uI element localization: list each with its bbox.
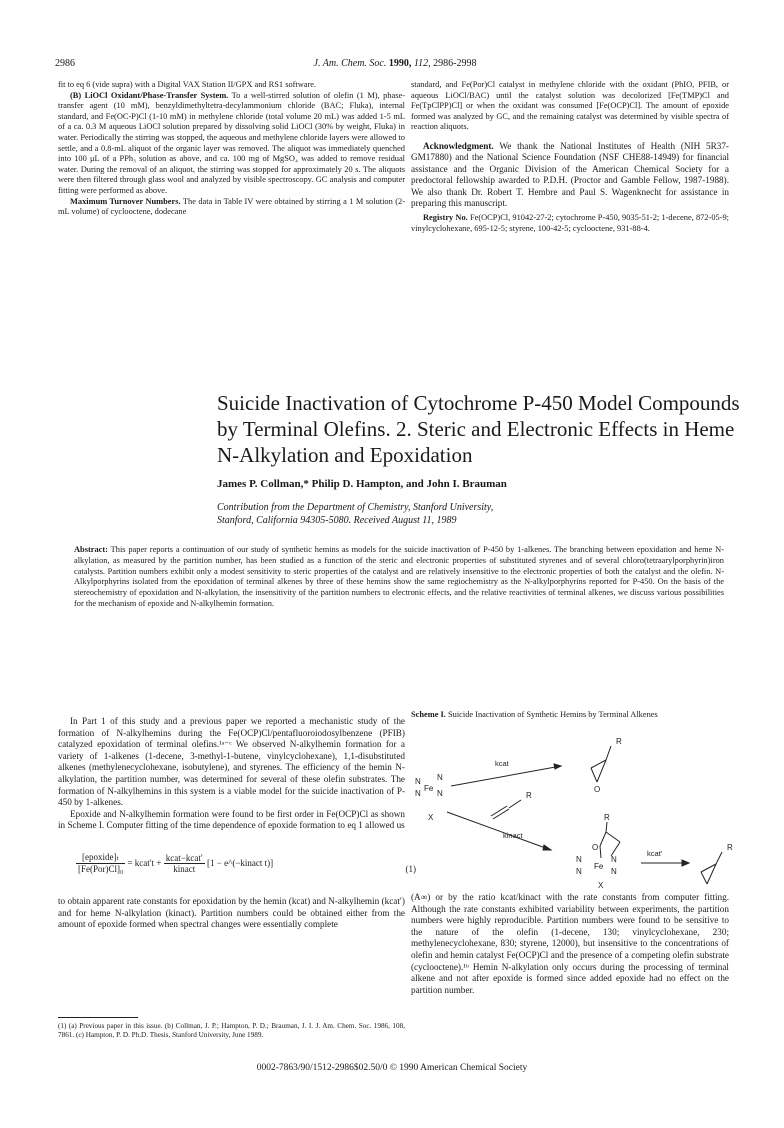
alkene-bond — [491, 806, 507, 816]
kinact-arrow — [447, 812, 551, 850]
footnote-rule — [58, 1017, 138, 1018]
iron-label: Fe — [424, 784, 434, 793]
equation-fraction: $\frac{\text{kcat−kcat′}}{\text{kinact}}$ — [165, 852, 203, 874]
prev-article-left-column — [58, 80, 405, 218]
paragraph: fit to eq 6 (vide supra) with a Digital VAX Station II/GPX and RS1 software. — [58, 80, 317, 89]
ring-bond — [600, 846, 601, 858]
arrow-head — [554, 764, 561, 769]
paragraph: (B) LiOCl Oxidant/Phase-Transfer System. To a well-stirred solution of olefin (1 M), phase-transfer agent (10 mM), benzyldimethyltetra-decylammonium chloride (BAC; Fluka), internal standard, and Fe(OC-P)Cl (1-10 mM) in methylene chloride (total volume 20 mL) was added 1-5 mL of a ca. 0.3 M aqueous LiOCl solution prepared by dissolving solid LiOCl (30% by weight, Fluka) in water. Periodically the stirring was stopped, the aqueous and methylene chloride layers were allowed to settle, and a 0.8-mL aliquot of the organic layer was removed. The aliquot was immediately quenched into 100 μL of a PPh₃ solution as above, and ca. 100 mg of MgSO₄ was added to remove residual water. During the removal of an aliquot, the stirring was stopped for approximately 20 s. The aliquots were then filtered through glass wool and analyzed by visible spectroscopy. GC analysis and computer fitting were performed as above. — [58, 90, 405, 195]
substituent-label: R — [526, 791, 532, 800]
equation-1: $\frac{\text{[epoxide]ₜ}}{\text{[Fe(Por)Cl]₀}}$ = kcat′t + $\frac{\text{kcat−kcat′}}{\text{kinact}}$ [1 − e^(−kinact t)] (1) — [78, 852, 416, 874]
r-bond — [716, 852, 722, 864]
registry-numbers: Registry No. Fe(OCP)Cl, 91042-27-2; cytochrome P-450, 9035-51-2; 1-decene, 872-05-9; vinylcyclohexane, 695-12-5; styrene, 100-42-5; cyclooctene, 931-88-4. — [411, 213, 729, 233]
kinact-label: kinact — [503, 831, 523, 840]
r-bond — [606, 822, 607, 832]
journal-citation: J. Am. Chem. Soc. 1990, 112, 2986-2998 — [313, 58, 477, 69]
nitrogen-label: N — [611, 867, 617, 876]
authors: James P. Collman,* Philip D. Hampton, and John I. Brauman — [217, 478, 507, 490]
kcat-arrow — [451, 766, 561, 786]
kcat-prime-label: kcat′ — [647, 849, 663, 858]
scheme-1-diagram — [411, 738, 741, 888]
abstract: Abstract: This paper reports a continuation of our study of synthetic hemins as models for the suicide inactivation of P-450 by 1-alkenes. The branching between epoxidation and heme N-alkylation, as measured by the partition number, has been studied as a function of the steric and electronic properties of substituted styrenes and of several chloro(tetraarylporphyrin)iron catalysts. Partition numbers exhibit only a modest sensitivity to steric properties of the catalyst and are relatively insensitive to the electronic properties of both the catalyst and the olefin. N-Alkylporphyrins isolated from the epoxidation of terminal alkenes by three of these hemins show the same regiochemistry as the N-alkylporphyrins reported for P-450. On the basis of the stereochemistry of epoxidation and N-alkylation, the insensitivity of the partition numbers to electronic effects, and the relative reactivities of terminal alkenes, we discuss various possibilities for the mechanism of epoxide and N-alkylhemin formation. — [74, 545, 724, 608]
nitrogen-label: N — [437, 789, 443, 798]
nitrogen-label: N — [576, 867, 582, 876]
equation-fraction: $\frac{\text{[epoxide]ₜ}}{\text{[Fe(Por)Cl]₀}}$ — [78, 852, 124, 874]
body-left-continued — [58, 896, 405, 931]
arrow-head — [682, 860, 689, 866]
copyright-line: 0002-7863/90/1512-2986$02.50/0 © 1990 American Chemical Society — [256, 1063, 528, 1073]
axial-ligand-label: X — [598, 881, 604, 888]
ring-bond — [606, 832, 620, 842]
substituent-label: R — [616, 738, 622, 746]
epoxide-bond — [591, 768, 597, 782]
ring-bond — [600, 832, 606, 846]
substituent-label: R — [604, 813, 610, 822]
iron-label: Fe — [594, 862, 604, 871]
substituent-label: R — [727, 843, 733, 852]
paragraph: In Part 1 of this study and a previous paper we reported a mechanistic study of the formation of N-alkylhemins during the Fe(OCP)Cl/pentafluoroiodosylbenzene (PFIB) catalyzed epoxidation of terminal olefins.¹ᵃ⁻ᶜ We observed N-alkylhemin formation for a variety of 1-alkenes (1-decene, 3-methyl-1-butene, vinylcyclohexane), 1,1-disubstituted alkenes (methylenecyclohexane, isobutylene), and styrenes. The efficiency of the hemin N-alkylation, the partition number, was determined for several of these olefin substrates. The formation of N-alkylhemins in this system is a viable model for the suicide inactivation of P-450 by 1-alkenes. — [58, 716, 405, 808]
epoxide-bond — [701, 872, 707, 884]
kcat-label: kcat — [495, 759, 509, 768]
oxygen-label: O — [594, 785, 601, 794]
nitrogen-label: N — [415, 789, 421, 798]
paragraph: Epoxide and N-alkylhemin formation were found to be first order in Fe(OCP)Cl as shown in Scheme I. Computer fitting of the time dependence of epoxide formation to eq 1 allowed us — [58, 808, 405, 831]
r-bond — [606, 746, 611, 760]
alkene-double-bond — [493, 809, 509, 819]
nitrogen-label: N — [611, 855, 617, 864]
paragraph: Maximum Turnover Numbers. The data in Table IV were obtained by stirring a 1 M solution (2-mL volume) of cyclooctene, dodecane — [58, 196, 405, 217]
oxygen-label: O — [592, 843, 599, 852]
epoxide-bond — [597, 760, 606, 782]
acknowledgment: Acknowledgment. We thank the National Institutes of Health (NIH 5R37-GM17880) and the National Science Foundation (NSF CHE88-14949) for financial assistance and the Organic Division of the American Chemical Society for a predoctoral fellowship awarded to P.D.H. (Proctor and Gamble Fellow, 1987-1988). We also thank Dr. Robert T. Hembre and Paul S. Wagenknecht for assistance in preparing this manuscript. — [411, 140, 729, 208]
affiliation: Contribution from the Department of Chemistry, Stanford University, Stanford, California 94305-5080. Received August 11, 1989 — [217, 502, 494, 526]
nitrogen-label: N — [576, 855, 582, 864]
epoxide-bond — [707, 864, 716, 884]
arrow-head — [543, 845, 551, 850]
article-title: Suicide Inactivation of Cytochrome P-450 Model Compounds by Terminal Olefins. 2. Steric and Electronic Effects in Heme N-Alkylation and Epoxidation — [217, 391, 740, 467]
paragraph: to obtain apparent rate constants for epoxidation by the hemin (kcat) and N-alkylhemin (kcat′) and for heme N-alkylation (kinact). Partition numbers could be obtained either from the amount of epoxide formed when spectral changes were essentially complete — [58, 896, 405, 930]
page-number: 2986 — [55, 58, 75, 69]
running-head — [55, 58, 735, 72]
paragraph: (A∞) or by the ratio kcat/kinact with the rate constants from computer fitting. Although the rate constants exhibited variability between experiments, the partition numbers were highly reproducible. Partition numbers were found to be sensitive to the nature of the olefin (1-decene, 130; vinylcyclohexane, 230; methylenecyclohexane, 830; styrene, 12000), but insensitive to the concentrations of olefin and hemin catalyst Fe(OCP)Cl and the presence of a competing olefin substrate (cyclooctene).¹ᵇ Hemin N-alkylation only occurs during the processing of terminal alkene and not after epoxide is formed since added epoxide had no effect on the partition number. — [411, 892, 729, 995]
ring-bond — [611, 842, 620, 856]
body-left-column — [58, 716, 405, 832]
footnote: (1) (a) Previous paper in this issue. (b) Collman, J. P.; Hampton, P. D.; Brauman, J. I. J. Am. Chem. Soc. 1986, 108, 7861. (c) Hampton, P. D. Ph.D. Thesis, Stanford University, June 1989. — [58, 1022, 405, 1039]
body-right-column — [411, 892, 729, 996]
scheme-caption: Scheme I. Suicide Inactivation of Synthetic Hemins by Terminal Alkenes — [411, 710, 658, 719]
axial-ligand-label: X — [428, 813, 434, 822]
paragraph: standard, and Fe(Por)Cl catalyst in methylene chloride with the oxidant (PhIO, PFIB, or aqueous LiOCl/BAC) until the catalyst solution was decolorized [Fe(TMP)Cl and Fe(TpClPP)Cl] or when the oxidant was consumed [Fe(OCP)Cl]. The amount of epoxide formed was analyzed by GC, and the remaining catalyst was determined by visible spectra of reaction aliquots. — [411, 80, 729, 132]
nitrogen-label: N — [437, 773, 443, 782]
nitrogen-label: N — [415, 777, 421, 786]
prev-article-right-column — [411, 80, 729, 235]
r-bond — [509, 800, 521, 808]
